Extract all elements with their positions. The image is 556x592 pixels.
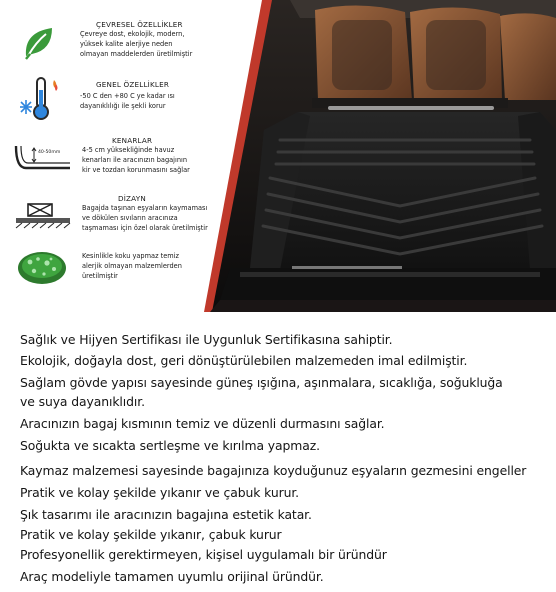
trunk-mat-photo: [200, 0, 556, 312]
feature-list: [0, 0, 230, 312]
trunk-mat-illustration: [200, 0, 556, 312]
water-drops-icon: [16, 250, 68, 290]
feature-desc-line: Bagajda taşınan eşyaların kaymaması: [82, 204, 208, 212]
list-item: Pratik ve kolay şekilde yıkanır ve çabuk kurur.: [20, 485, 300, 500]
thermometer-snowflake-icon: [18, 76, 62, 128]
feature-desc-line: Kesinlikle koku yapmaz temiz: [82, 252, 179, 260]
list-item: Sağlık ve Hijyen Sertifikası ile Uygunluk Sertifikasına sahiptir.: [20, 332, 393, 347]
feature-desc-line: olmayan maddelerden üretilmiştir: [80, 50, 193, 58]
edge-height-label: 40-50mm: [38, 150, 61, 155]
list-item: Şık tasarımı ile aracınızın bagajına estetik katar.: [20, 507, 312, 522]
feature-desc-line: -50 C den +80 C ye kadar ısı: [80, 92, 175, 100]
feature-desc-line: 4-5 cm yüksekliğinde havuz: [82, 146, 175, 154]
anti-slip-icon: [14, 202, 72, 236]
feature-title: DİZAYN: [118, 194, 146, 203]
feature-edges: [0, 134, 230, 186]
feature-design: [0, 194, 230, 246]
list-item: Profesyonellik gerektirmeyen, kişisel uygulamalı bir üründür: [20, 547, 387, 562]
feature-general: [0, 76, 230, 132]
feature-title: ÇEVRESEL ÖZELLİKLER: [96, 20, 183, 29]
feature-title: GENEL ÖZELLİKLER: [96, 80, 170, 89]
list-item: ve suya dayanıklıdır.: [20, 394, 145, 409]
feature-desc-line: üretilmiştir: [82, 272, 118, 280]
feature-desc-line: Çevreye dost, ekolojik, modern,: [80, 30, 185, 38]
feature-desc-line: kir ve tozdan korunmasını sağlar: [82, 166, 190, 174]
list-item: Soğukta ve sıcakta sertleşme ve kırılma yapmaz.: [20, 438, 320, 453]
feature-desc-line: alerjik olmayan malzemlerden: [82, 262, 182, 270]
list-item: Kaymaz malzemesi sayesinde bagajınıza koyduğunuz eşyaların gezmesini engeller: [20, 463, 527, 478]
tray-edge-icon: [12, 142, 72, 180]
feature-odor-free: [0, 250, 230, 294]
list-item: Araç modeliyle tamamen uyumlu orijinal üründür.: [20, 569, 324, 584]
feature-desc-line: kenarları ile aracınızın bagajının: [82, 156, 188, 164]
feature-title: KENARLAR: [112, 136, 153, 145]
list-item: Pratik ve kolay şekilde yıkanır, çabuk kurur: [20, 527, 282, 542]
feature-environmental: [0, 14, 230, 74]
list-item: Ekolojik, doğayla dost, geri dönüştürülebilen malzemeden imal edilmiştir.: [20, 353, 468, 368]
feature-desc-line: yüksek kalite alerjiye neden: [80, 40, 173, 48]
feature-desc-line: ve dökülen sıvıların aracınıza: [82, 214, 178, 222]
list-item: Sağlam gövde yapısı sayesinde güneş ışığına, aşınmalara, sıcaklığa, soğukluğa: [20, 375, 503, 390]
feature-desc-line: taşmaması için özel olarak üretilmiştir: [82, 224, 208, 232]
feature-desc-line: dayanıklılığı ile şekli korur: [80, 102, 166, 110]
leaf-icon: [22, 24, 56, 64]
list-item: Aracınızın bagaj kısmının temiz ve düzenli durmasını sağlar.: [20, 416, 385, 431]
